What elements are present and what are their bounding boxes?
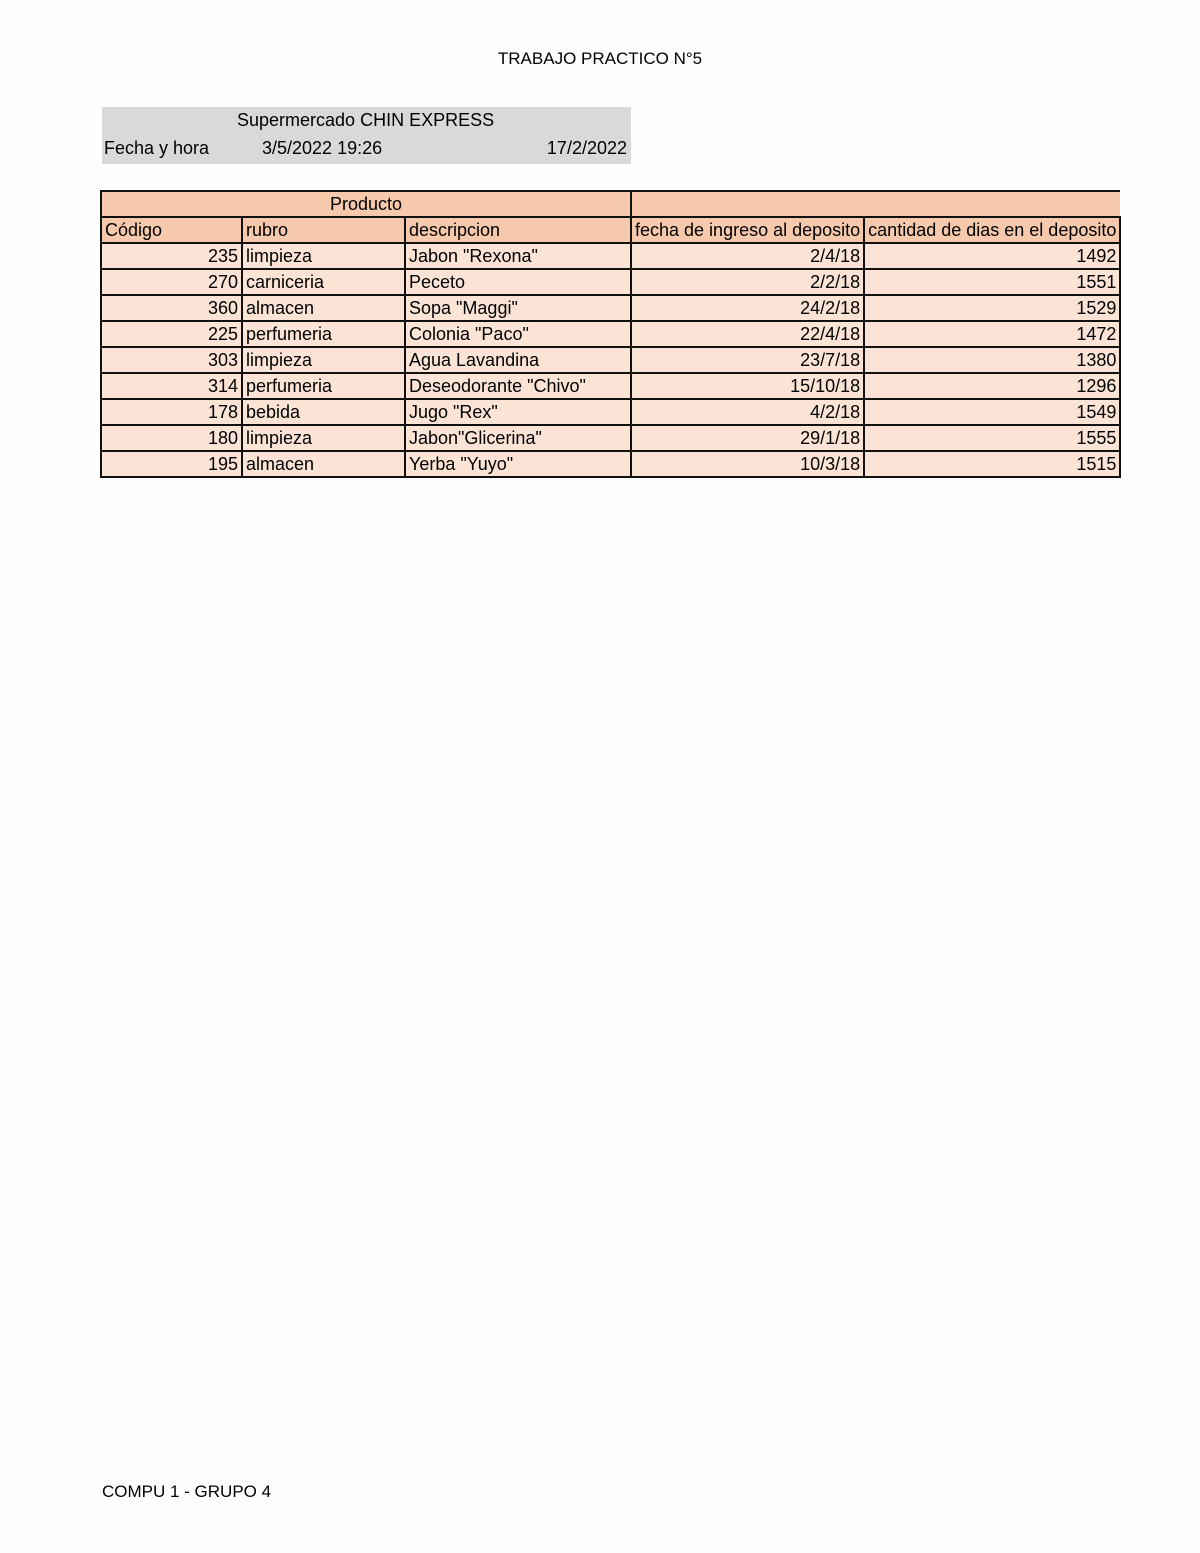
cell-descripcion: Yerba "Yuyo" [405,451,631,477]
page-title: TRABAJO PRACTICO N°5 [497,49,703,68]
table-row [101,269,1120,295]
table-row [101,451,1120,477]
cell-fecha: 4/2/18 [631,399,864,425]
group-header-producto: Producto [101,191,631,217]
cell-rubro: limpieza [242,347,405,373]
cell-dias: 1515 [864,451,1120,477]
table-row [101,373,1120,399]
cell-rubro: almacen [242,451,405,477]
table-column-header-row [101,217,1120,243]
table-row [101,399,1120,425]
cell-fecha: 10/3/18 [631,451,864,477]
cell-dias: 1380 [864,347,1120,373]
cell-descripcion: Jugo "Rex" [405,399,631,425]
cell-fecha: 24/2/18 [631,295,864,321]
date-label: Fecha y hora [104,138,210,158]
products-table [100,190,1121,478]
column-header-cantidad-dias: cantidad de dias en el deposito [864,217,1120,243]
cell-fecha: 22/4/18 [631,321,864,347]
column-header-descripcion: descripcion [405,217,631,243]
cell-rubro: carniceria [242,269,405,295]
cell-fecha: 2/4/18 [631,243,864,269]
group-header-blank [631,191,1120,217]
page-footer: COMPU 1 - GRUPO 4 [102,1482,272,1501]
cell-descripcion: Agua Lavandina [405,347,631,373]
cell-codigo: 360 [101,295,242,321]
cell-dias: 1296 [864,373,1120,399]
cell-descripcion: Jabon"Glicerina" [405,425,631,451]
cell-codigo: 314 [101,373,242,399]
store-info-box [102,107,631,164]
cell-rubro: limpieza [242,425,405,451]
table-row [101,295,1120,321]
cell-descripcion: Deseodorante "Chivo" [405,373,631,399]
table-group-header-row [101,191,1120,217]
cell-rubro: bebida [242,399,405,425]
cell-dias: 1529 [864,295,1120,321]
cell-codigo: 270 [101,269,242,295]
cell-codigo: 225 [101,321,242,347]
cell-fecha: 15/10/18 [631,373,864,399]
cell-dias: 1492 [864,243,1120,269]
cell-descripcion: Sopa "Maggi" [405,295,631,321]
table-row [101,425,1120,451]
cell-descripcion: Jabon "Rexona" [405,243,631,269]
cell-fecha: 29/1/18 [631,425,864,451]
datetime-value: 3/5/2022 19:26 [262,138,383,158]
table-row [101,321,1120,347]
cell-fecha: 2/2/18 [631,269,864,295]
cell-codigo: 178 [101,399,242,425]
cell-codigo: 195 [101,451,242,477]
cell-descripcion: Colonia "Paco" [405,321,631,347]
cell-dias: 1555 [864,425,1120,451]
cell-descripcion: Peceto [405,269,631,295]
cell-rubro: perfumeria [242,321,405,347]
cell-rubro: almacen [242,295,405,321]
cell-fecha: 23/7/18 [631,347,864,373]
cell-rubro: perfumeria [242,373,405,399]
cell-codigo: 303 [101,347,242,373]
cell-dias: 1551 [864,269,1120,295]
table-row [101,243,1120,269]
date-value: 17/2/2022 [546,138,627,158]
store-name: Supermercado CHIN EXPRESS [237,110,495,130]
cell-codigo: 235 [101,243,242,269]
cell-dias: 1472 [864,321,1120,347]
cell-dias: 1549 [864,399,1120,425]
table-row [101,347,1120,373]
column-header-fecha-ingreso: fecha de ingreso al deposito [631,217,864,243]
column-header-rubro: rubro [242,217,405,243]
cell-rubro: limpieza [242,243,405,269]
cell-codigo: 180 [101,425,242,451]
column-header-codigo: Código [101,217,242,243]
